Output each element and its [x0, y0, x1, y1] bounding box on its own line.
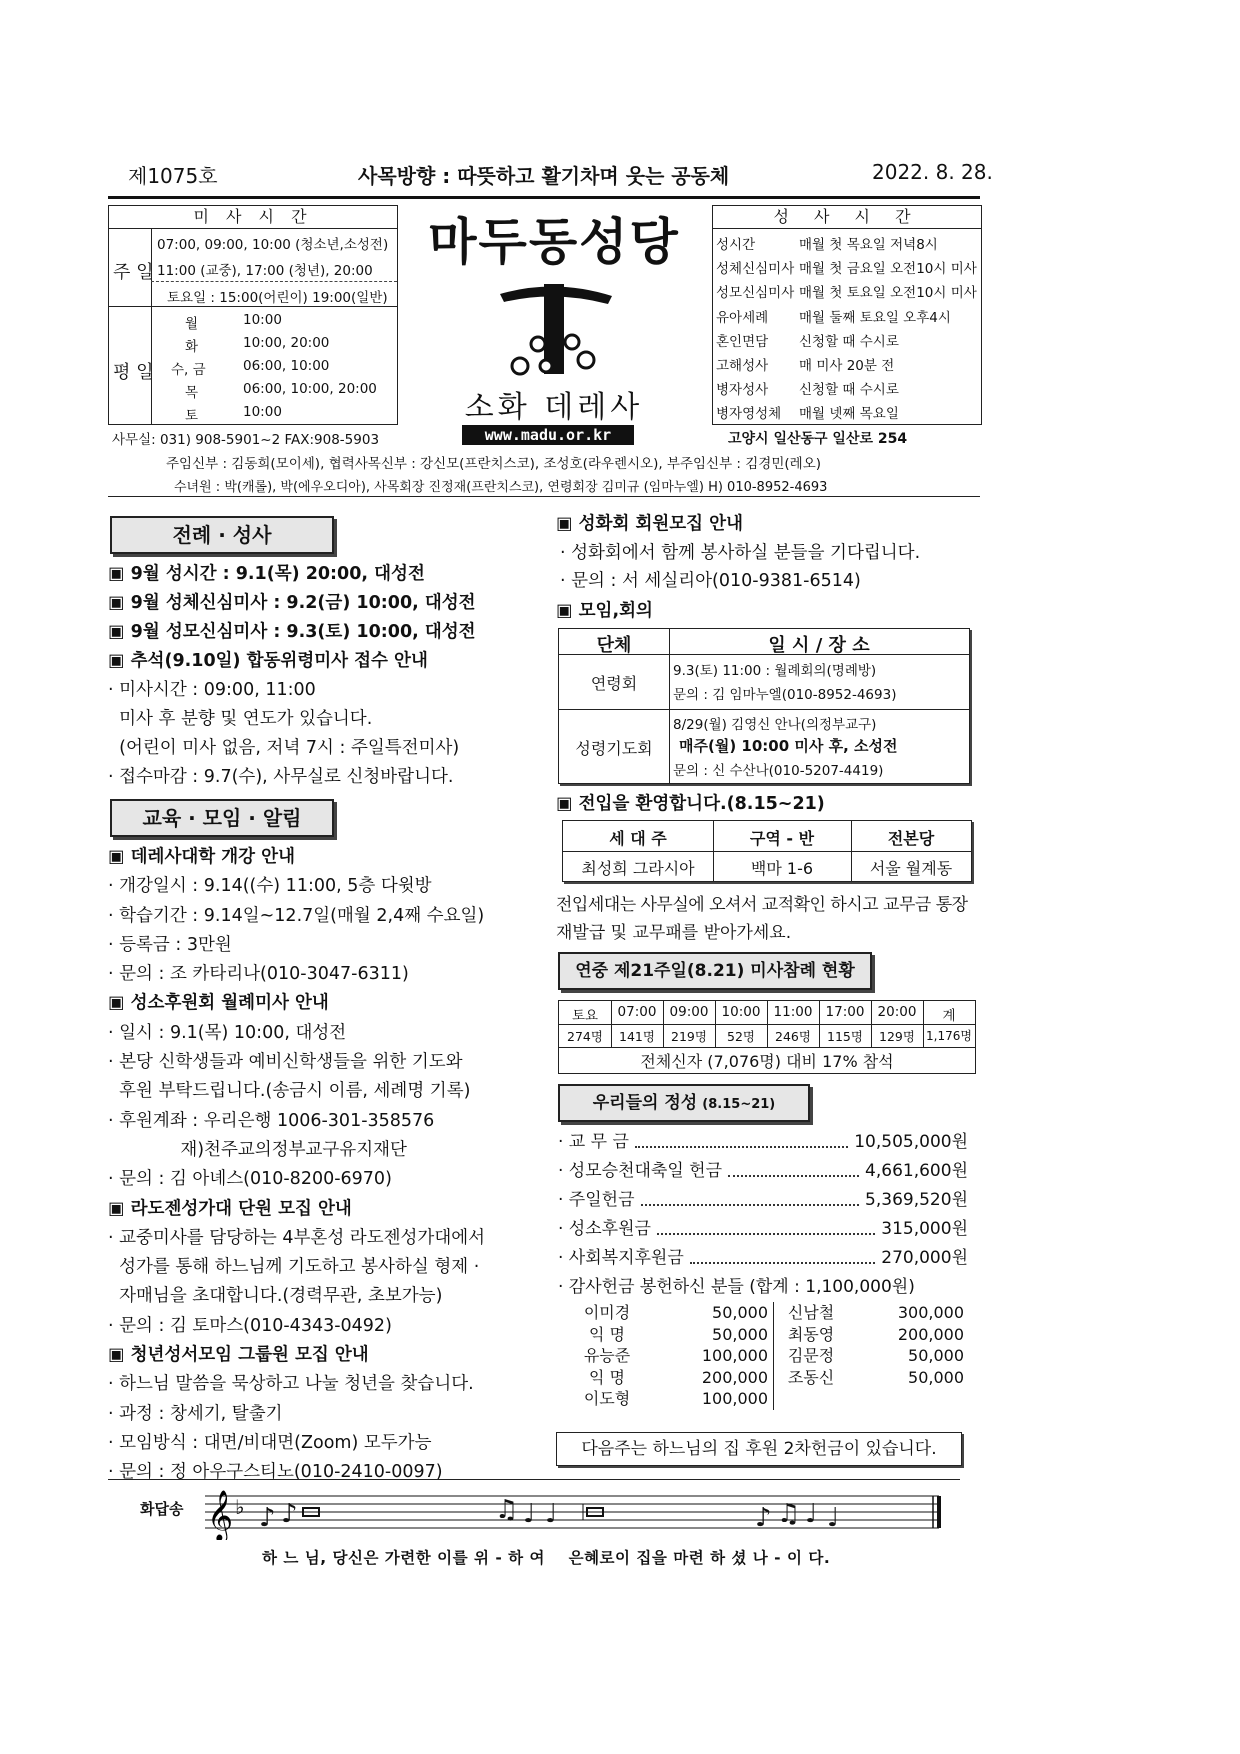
offering-amount: 5,369,520원 — [865, 1190, 968, 1210]
attendance-header: 연중 제21주일(8.21) 미사참례 현황 — [558, 952, 872, 990]
attendance-val: 115명 — [827, 1029, 863, 1044]
education-section — [108, 843, 548, 1488]
notice-line: · 문의 : 정 아우구스티노(010-2410-0097) — [108, 1462, 443, 1483]
meeting-line: 문의 : 신 수산나(010-5207-4419) — [673, 763, 884, 779]
sacrament-names — [716, 233, 794, 427]
sacrament-times-title: 성 사 시 간 — [713, 206, 981, 229]
psalm-staff — [205, 1482, 945, 1540]
attendance-col: 계 — [942, 1008, 956, 1024]
notice-line: · 학습기간 : 9.14일~12.7일(매월 2,4째 수요일) — [108, 905, 485, 926]
attendance-table — [558, 1000, 976, 1074]
psalm-label: 화답송 — [140, 1500, 184, 1518]
attendance-total: 전체신자 (7,076명) 대비 17% 참석 — [640, 1052, 894, 1071]
welcome-col-district: 구역 - 반 — [749, 829, 815, 848]
welcome-heading: ▣ 전입을 환영합니다.(8.15~21) — [556, 790, 825, 815]
sacrament-time: 매월 첫 토요일 오전10시 미사 — [799, 285, 977, 302]
sacrament-name: 성시간 — [716, 237, 756, 253]
notice-heading: ▣ 데레사대학 개강 안내 — [108, 843, 548, 872]
parish-name: 마두동성당 — [428, 213, 680, 271]
section-education-header: 교육 · 모임 · 알림 — [110, 799, 334, 837]
notice-line: · 등록금 : 3만원 — [108, 934, 232, 955]
sacrament-name: 성체신심미사 — [716, 261, 795, 278]
meeting-group: 성령기도회 — [575, 739, 653, 758]
office-contact: 사무실: 031) 908-5901~2 FAX:908-5903 — [112, 432, 380, 448]
attendance-val: 219명 — [671, 1029, 707, 1044]
weekday-day: 화 — [185, 339, 199, 355]
notice-line: 성가를 통해 하느님께 기도하고 봉사하실 형제 · — [108, 1257, 480, 1278]
welcome-cell: 백마 1-6 — [750, 859, 814, 878]
sacrament-time: 매월 첫 목요일 저녁8시 — [799, 237, 938, 253]
offerings-header — [558, 1084, 810, 1122]
attendance-col: 토요 — [571, 1008, 599, 1024]
offerings-list — [558, 1128, 968, 1302]
sacrament-name: 고해성사 — [716, 358, 769, 375]
notice-line: · 문의 : 김 아녜스(010-8200-6970) — [108, 1169, 392, 1190]
donor-name: 신남철 — [787, 1303, 835, 1322]
weekday-label: 평 일 — [113, 362, 154, 383]
donor-name: 이미경 — [583, 1303, 631, 1322]
staff-line-2: 수녀원 : 박(캐롤), 박(에우오디아), 사목회장 진정재(프란치스코), 연령회장 김미규 (임마누엘) H) 010-8952-4693 — [174, 480, 828, 495]
donor-row — [582, 1324, 768, 1346]
choir-line: · 성화회에서 함께 봉사하실 분들을 기다립니다. — [560, 543, 921, 563]
svg-text:♪: ♪ — [259, 1503, 276, 1533]
offering-row — [558, 1157, 968, 1186]
donor-amount: 50,000 — [908, 1367, 964, 1387]
notice-line: · 본당 신학생들과 예비신학생들을 위한 기도와 — [108, 1052, 463, 1073]
offerings-period: (8.15~21) — [702, 1097, 776, 1112]
offering-amount: 4,661,600원 — [865, 1161, 968, 1181]
notice-line: · 문의 : 조 카타리나(010-3047-6311) — [108, 964, 409, 985]
donor-name: 익 명 — [589, 1324, 625, 1344]
psalm-lyrics: 하 느 님, 당신은 가련한 이를 위 - 하 여 은혜로이 집을 마련 하 셨 나 - 이 다. — [262, 1549, 831, 1567]
svg-text:♪: ♪ — [755, 1503, 772, 1533]
notice-heading: ▣ 청년성서모임 그룹원 모집 안내 — [108, 1341, 548, 1370]
sacrament-name: 병자영성체 — [716, 406, 782, 423]
weekday-time: 06:00, 10:00, 20:00 — [243, 381, 377, 397]
thanksgiving-line: · 감사헌금 봉헌하신 분들 (합계 : 1,100,000원) — [558, 1277, 915, 1297]
sacrament-times-box — [712, 205, 982, 425]
notice-line: · 미사시간 : 09:00, 11:00 — [108, 680, 316, 700]
donor-amount: 100,000 — [701, 1389, 768, 1408]
sacrament-time: 매월 첫 금요일 오전10시 미사 — [799, 261, 977, 278]
offering-row — [558, 1215, 968, 1244]
attendance-col: 07:00 — [617, 1004, 657, 1020]
svg-text:♫: ♫ — [777, 1499, 801, 1529]
weekday-day: 수, 금 — [171, 362, 206, 378]
donor-name: 김문정 — [787, 1346, 835, 1365]
treble-clef-icon: 𝄞 — [207, 1490, 234, 1540]
notice-line: · 교중미사를 담당하는 4부혼성 라도젠성가대에서 — [108, 1227, 486, 1248]
donor-name: 조동신 — [787, 1367, 835, 1387]
offering-name: · 교 무 금 — [558, 1132, 629, 1152]
notice-line: · 과정 : 창세기, 탈출기 — [108, 1403, 283, 1424]
section-liturgy-header: 전례 · 성사 — [110, 516, 334, 554]
sacrament-time: 신청할 때 수시로 — [799, 333, 899, 350]
weekday-day: 토 — [185, 408, 199, 424]
donors-right — [786, 1302, 964, 1388]
cross-roses-icon — [490, 280, 620, 380]
attendance-col: 17:00 — [825, 1004, 865, 1020]
choir-recruit-heading: ▣ 성화회 회원모집 안내 — [556, 510, 743, 535]
sacrament-name: 성모신심미사 — [716, 285, 795, 302]
next-week-notice: 다음주는 하느님의 집 후원 2차헌금이 있습니다. — [556, 1432, 962, 1466]
offering-name: · 사회복지후원금 — [558, 1248, 684, 1268]
meeting-line: 문의 : 김 임마누엘(010-8952-4693) — [673, 687, 897, 703]
donor-row — [582, 1388, 768, 1410]
meetings-table — [558, 628, 970, 784]
donor-name: 최동영 — [787, 1324, 835, 1344]
donor-row — [786, 1345, 964, 1367]
notice-line: 미사 후 분향 및 연도가 있습니다. — [108, 709, 373, 729]
sacrament-name: 유아세례 — [716, 309, 769, 326]
donor-amount: 200,000 — [897, 1324, 964, 1344]
donor-amount: 50,000 — [908, 1346, 964, 1365]
notice-line: 재)천주교의정부교구유지재단 — [108, 1139, 407, 1160]
choir-line: · 문의 : 서 세실리아(010-9381-6514) — [560, 571, 861, 591]
svg-text:♩: ♩ — [805, 1499, 818, 1529]
website-link[interactable]: www.madu.or.kr — [462, 425, 634, 445]
donor-amount: 50,000 — [712, 1324, 768, 1344]
issue-number: 제1075호 — [128, 164, 218, 188]
svg-text:♩: ♩ — [523, 1499, 536, 1529]
welcome-cell: 서울 월계동 — [869, 859, 953, 878]
attendance-val: 52명 — [727, 1029, 755, 1044]
notice-line: · 후원계좌 : 우리은행 1006-301-358576 — [108, 1110, 435, 1131]
welcome-cell: 최성희 그라시아 — [581, 859, 695, 878]
notice-line: (어린이 미사 없음, 저녁 7시 : 주일특전미사) — [108, 738, 460, 758]
offering-row — [558, 1244, 968, 1273]
weekday-day: 목 — [185, 385, 199, 401]
notice-heading: ▣ 추석(9.10일) 합동위령미사 접수 안내 — [108, 647, 548, 676]
donor-amount: 100,000 — [701, 1346, 768, 1365]
offering-name: · 성모승천대축일 헌금 — [558, 1161, 723, 1181]
sunday-row: 11:00 (교중), 17:00 (청년), 20:00 — [157, 263, 373, 279]
attendance-val: 246명 — [775, 1029, 811, 1044]
offering-name: · 주일헌금 — [558, 1190, 635, 1210]
mass-times-title: 미 사 시 간 — [109, 206, 397, 229]
attendance-val: 141명 — [619, 1029, 655, 1044]
donor-row — [582, 1302, 768, 1324]
notice-heading: ▣ 9월 성체신심미사 : 9.2(금) 10:00, 대성전 — [108, 589, 548, 618]
sacrament-time: 신청할 때 수시로 — [799, 382, 899, 399]
weekday-time: 10:00 — [243, 404, 282, 420]
donor-amount: 300,000 — [897, 1303, 964, 1322]
attendance-val: 1,176명 — [926, 1029, 972, 1043]
liturgy-section — [108, 560, 548, 792]
mass-times-box — [108, 205, 398, 425]
attendance-col: 10:00 — [721, 1004, 761, 1020]
meeting-line: 8/29(월) 김영신 안나(의정부교구) — [673, 717, 877, 733]
saturday-row: 토요일 : 15:00(어린이) 19:00(일반) — [167, 290, 388, 306]
donor-row — [786, 1367, 964, 1389]
notice-heading: ▣ 9월 성모신심미사 : 9.3(토) 10:00, 대성전 — [108, 618, 548, 647]
svg-text:♩: ♩ — [827, 1503, 840, 1533]
sacrament-time: 매월 넷째 목요일 — [799, 406, 899, 423]
sunday-row: 07:00, 09:00, 10:00 (청소년,소성전) — [157, 237, 389, 253]
donor-amount: 50,000 — [712, 1303, 768, 1322]
attendance-col: 20:00 — [877, 1004, 917, 1020]
sacrament-name: 혼인면담 — [716, 333, 769, 350]
offering-row — [558, 1128, 968, 1157]
meetings-col-schedule: 일 시 / 장 소 — [768, 635, 870, 656]
welcome-note: 전입세대는 사무실에 오셔서 교적확인 하시고 교무금 통장 — [556, 895, 968, 915]
donor-name: 익 명 — [589, 1367, 625, 1387]
sacrament-time: 매 미사 20분 전 — [799, 358, 895, 375]
offering-name: · 성소후원금 — [558, 1219, 651, 1239]
issue-date: 2022. 8. 28. — [872, 160, 993, 184]
offerings-title: 우리들의 정성 — [592, 1093, 698, 1113]
flat-icon: ♭ — [235, 1495, 245, 1519]
meeting-line: 9.3(토) 11:00 : 월례회의(명례방) — [673, 663, 877, 679]
notice-line: · 문의 : 김 토마스(010-4343-0492) — [108, 1315, 392, 1336]
weekday-day: 월 — [185, 316, 199, 332]
attendance-col: 09:00 — [669, 1004, 709, 1020]
parish-address: 고양시 일산동구 일산로 254 — [728, 431, 908, 447]
svg-text:♪: ♪ — [281, 1499, 298, 1529]
notice-line: · 하느님 말씀을 묵상하고 나눌 청년을 찾습니다. — [108, 1374, 474, 1395]
meetings-heading: ▣ 모임,회의 — [556, 597, 653, 622]
meetings-col-group: 단체 — [596, 635, 632, 656]
donors-left — [582, 1302, 768, 1410]
pastoral-motto: 사목방향 : 따뜻하고 활기차며 웃는 공동체 — [358, 164, 730, 188]
sunday-label: 주 일 — [113, 262, 154, 283]
svg-text:♩: ♩ — [545, 1499, 558, 1529]
donor-amount: 200,000 — [701, 1367, 768, 1387]
notice-line: · 개강일시 : 9.14((수) 11:00, 5층 다윗방 — [108, 876, 432, 897]
welcome-col-prev: 전본당 — [887, 829, 935, 848]
sacrament-times — [799, 233, 977, 427]
notice-line: 후원 부탁드립니다.(송금시 이름, 세례명 기록) — [108, 1081, 471, 1102]
notice-heading: ▣ 라도젠성가대 단원 모집 안내 — [108, 1195, 548, 1224]
welcome-col-head: 세 대 주 — [609, 829, 667, 848]
attendance-val: 129명 — [879, 1029, 915, 1044]
notice-line: · 일시 : 9.1(목) 10:00, 대성전 — [108, 1022, 347, 1043]
notice-line: · 모임방식 : 대면/비대면(Zoom) 모두가능 — [108, 1432, 432, 1453]
notice-line: · 접수마감 : 9.7(수), 사무실로 신청바랍니다. — [108, 767, 454, 787]
welcome-note: 재발급 및 교무패를 받아가세요. — [556, 923, 792, 943]
patron-saint: 소화 데레사 — [464, 390, 644, 425]
donor-name: 유능준 — [583, 1346, 631, 1365]
offering-amount: 10,505,000원 — [854, 1132, 968, 1152]
weekday-time: 10:00, 20:00 — [243, 335, 330, 351]
meeting-line: 매주(월) 10:00 미사 후, 소성전 — [679, 737, 898, 755]
donor-name: 이도형 — [583, 1389, 631, 1408]
attendance-val: 274명 — [567, 1029, 603, 1044]
attendance-col: 11:00 — [773, 1004, 813, 1020]
offering-row — [558, 1186, 968, 1215]
donor-row — [582, 1345, 768, 1367]
notice-line: 자매님을 초대합니다.(경력무관, 초보가능) — [108, 1286, 443, 1307]
donor-row — [582, 1367, 768, 1389]
welcome-table — [562, 820, 972, 882]
weekday-time: 10:00 — [243, 312, 282, 328]
offering-amount: 270,000원 — [881, 1248, 968, 1268]
svg-text:♫: ♫ — [495, 1495, 519, 1525]
donor-row — [786, 1302, 964, 1324]
notice-heading: ▣ 성소후원회 월례미사 안내 — [108, 989, 548, 1018]
sacrament-name: 병자성사 — [716, 382, 769, 399]
weekday-time: 06:00, 10:00 — [243, 358, 330, 374]
donor-row — [786, 1324, 964, 1346]
meeting-group: 연령회 — [590, 674, 638, 693]
sacrament-time: 매월 둘째 토요일 오후4시 — [799, 309, 951, 326]
staff-line-1: 주임신부 : 김동희(모이세), 협력사목신부 : 강신모(프란치스코), 조성호(라우렌시오), 부주임신부 : 김경민(레오) — [166, 456, 821, 472]
notice-heading: ▣ 9월 성시간 : 9.1(목) 20:00, 대성전 — [108, 560, 548, 589]
offering-amount: 315,000원 — [881, 1219, 968, 1239]
